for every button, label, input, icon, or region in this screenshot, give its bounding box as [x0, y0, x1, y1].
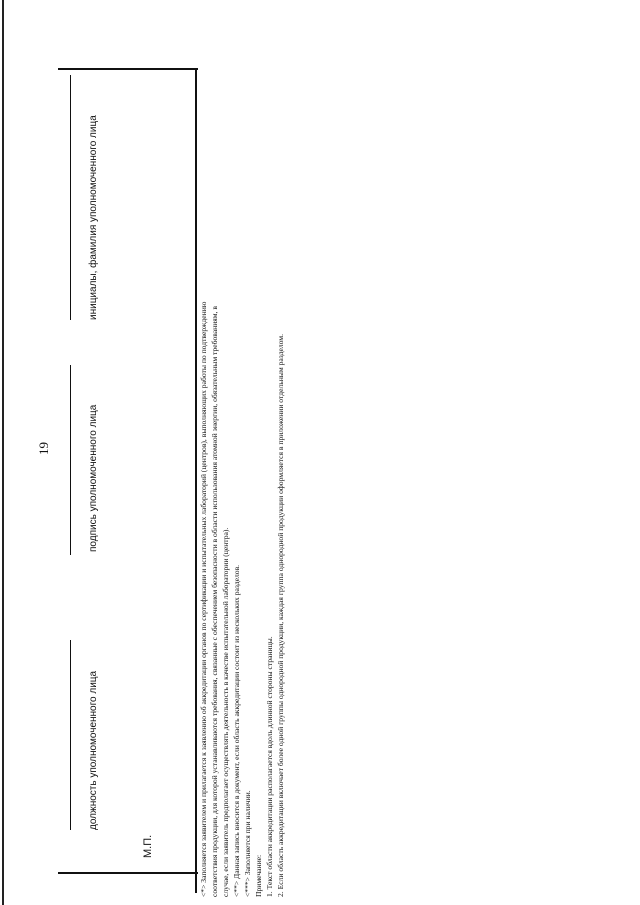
page-edge-line [2, 0, 4, 905]
page-number: 19 [36, 442, 51, 455]
footnote-3: <***> Заполняется при наличии. [243, 790, 252, 897]
signature-block-top-line [58, 68, 198, 70]
note-item-2: 2. Если область аккредитации включает более одной группы однородной продукции, каждая группа однородной продукции оформляется в приложении отдельным разделом. [276, 334, 285, 897]
signature-field-line [70, 365, 71, 555]
position-field-line [70, 640, 71, 830]
footnote-1-cont: соответствия продукции, для которой устанавливаются требования, связанные с обеспечением безопасности в области использования атомной энергии, обязательным требованиям, в [210, 306, 219, 897]
signature-block-right-border [195, 68, 197, 893]
name-field-line [70, 75, 71, 320]
footnote-1-end: случае, если заявитель предполагает осуществлять деятельность в качестве испытательной лаборатории (центра). [221, 527, 230, 897]
footnote-1: <*> Заполняется заявителем и прилагается к заявлению об аккредитации органов по сертификации и испытательных лабораторий (центров), выполняющих работы по подтверждению [199, 301, 208, 897]
stamp-label: М.П. [142, 834, 154, 858]
footnote-2: <**> Данная запись вносится в документ, если область аккредитации состоит из нескольких разделов. [232, 564, 241, 897]
signature-block-bottom-line [58, 872, 198, 874]
name-label: инициалы, фамилия уполномоченного лица [88, 115, 99, 320]
notes-heading: Примечание: [254, 854, 263, 897]
note-item-1: 1. Текст области аккредитации располагается вдоль длинной стороны страницы. [265, 636, 274, 897]
signature-label: подпись уполномоченного лица [88, 404, 99, 552]
position-label: должность уполномоченного лица [88, 670, 99, 830]
